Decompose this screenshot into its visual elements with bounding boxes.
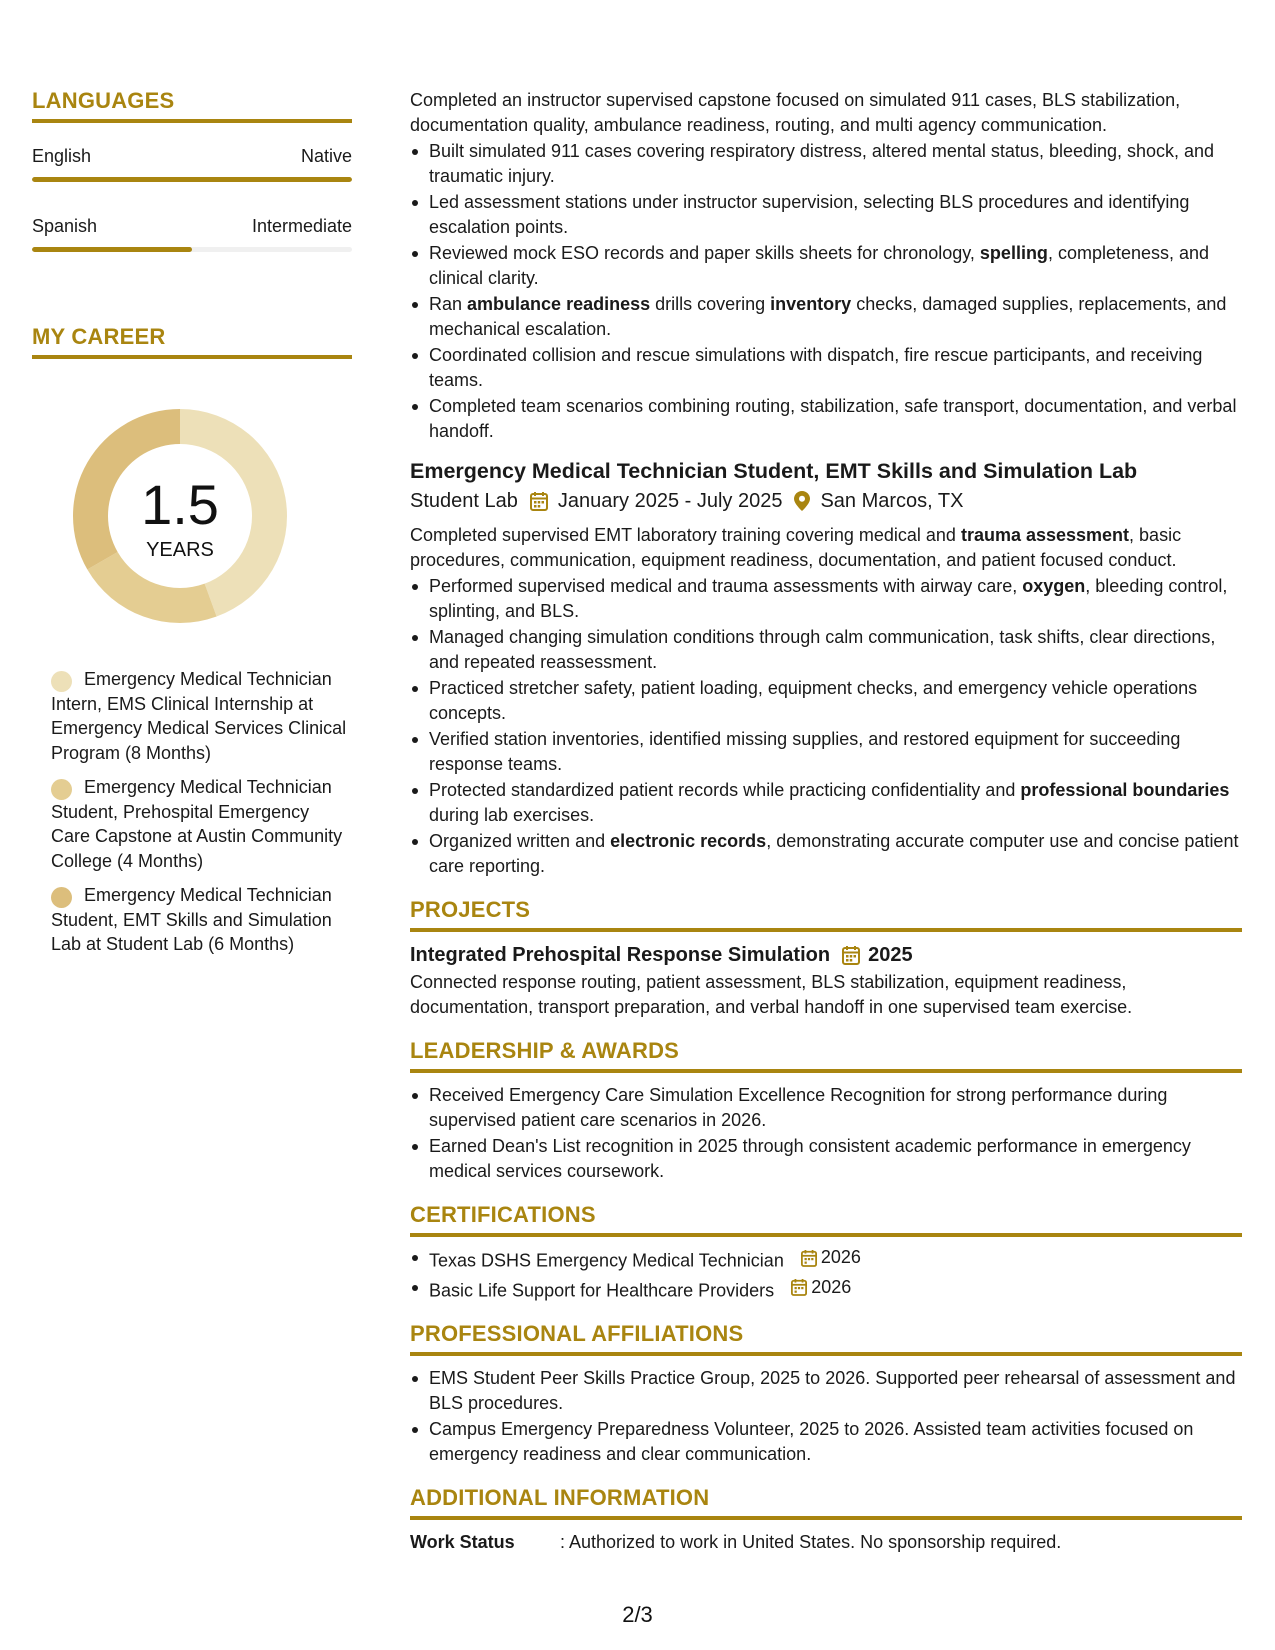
career-legend-item: [51, 667, 352, 765]
language-proficiency-bar: [32, 177, 352, 182]
bullet-item: Organized written and electronic records, demonstrating accurate computer use and concise patient care reporting.: [410, 829, 1242, 879]
location-pin-icon: [794, 491, 810, 511]
certifications-list: [410, 1245, 1242, 1303]
certification-year: 2026: [811, 1276, 852, 1297]
bullet-item: Verified station inventories, identified missing supplies, and restored equipment for succeeding response teams.: [410, 727, 1242, 777]
legend-dot-icon: [51, 887, 72, 908]
career-total: [67, 403, 293, 629]
bullet-item: Completed team scenarios combining routing, stabilization, safe transport, documentation, and verbal handoff.: [410, 394, 1242, 444]
bullet-item: Built simulated 911 cases covering respiratory distress, altered mental status, bleeding, shock, and traumatic injury.: [410, 139, 1242, 189]
project-year: 2025: [868, 944, 913, 966]
bullet-item: Led assessment stations under instructor supervision, selecting BLS procedures and identifying escalation points.: [410, 190, 1242, 240]
section-divider: [32, 355, 352, 359]
legend-dot-icon: [51, 779, 72, 800]
affiliations-section: [410, 1321, 1242, 1467]
certification-item: [410, 1275, 1242, 1304]
language-proficiency-fill: [32, 177, 352, 182]
project-title: [410, 942, 1242, 968]
bullet-item: Protected standardized patient records while practicing confidentiality and professional boundaries during lab exercises.: [410, 778, 1242, 828]
additional-heading: ADDITIONAL INFORMATION: [410, 1485, 710, 1510]
section-divider: [410, 1233, 1242, 1237]
work-status-row: [410, 1530, 1242, 1554]
calendar-icon: [801, 1249, 817, 1267]
projects-section: [410, 897, 1242, 1020]
work-status-label: Work Status: [410, 1532, 515, 1552]
career-legend-label: Emergency Medical Technician Student, Prehospital Emergency Care Capstone at Austin Community College (4 Months): [51, 777, 343, 871]
page-number: 2/3: [622, 1602, 653, 1627]
language-item: [32, 145, 352, 182]
affiliation-item: Campus Emergency Preparedness Volunteer, 2025 to 2026. Assisted team activities focused on emergency readiness and clear communication.: [410, 1417, 1242, 1467]
calendar-icon: [842, 945, 860, 965]
sidebar: [32, 88, 352, 967]
certification-name: Basic Life Support for Healthcare Providers: [429, 1280, 775, 1300]
job-title: Emergency Medical Technician Student, EMT Skills and Simulation Lab: [410, 459, 1138, 483]
section-divider: [410, 1069, 1242, 1073]
bullet-item: Performed supervised medical and trauma assessments with airway care, oxygen, bleeding control, splinting, and BLS.: [410, 574, 1242, 624]
project-description: Connected response routing, patient assessment, BLS stabilization, equipment readiness, documentation, transport preparation, and verbal handoff in one supervised team exercise.: [410, 972, 1133, 1017]
language-level: Native: [300, 146, 352, 166]
language-level: Intermediate: [251, 216, 352, 236]
experience-lab: [410, 457, 1242, 879]
career-total-value: 1.5: [141, 473, 219, 536]
certification-item: [410, 1245, 1242, 1274]
bullet-item: Practiced stretcher safety, patient loading, equipment checks, and emergency vehicle operations concepts.: [410, 676, 1242, 726]
awards-list: [410, 1083, 1242, 1184]
job-meta: [410, 487, 1242, 515]
legend-dot-icon: [51, 671, 72, 692]
career-legend: [32, 667, 352, 957]
career-legend-label: Emergency Medical Technician Intern, EMS Clinical Internship at Emergency Medical Services Clinical Program (8 Months): [51, 669, 347, 763]
affiliation-item: EMS Student Peer Skills Practice Group, 2025 to 2026. Supported peer rehearsal of assessment and BLS procedures.: [410, 1366, 1242, 1416]
project-name: Integrated Prehospital Response Simulation: [410, 944, 831, 966]
experience-summary: Completed supervised EMT laboratory training covering medical and trauma assessment, basic procedures, communication, equipment readiness, documentation, and patient focused conduct.: [410, 525, 1182, 570]
award-item: Received Emergency Care Simulation Excellence Recognition for strong performance during supervised patient care scenarios in 2026.: [410, 1083, 1242, 1133]
bullet-item: Coordinated collision and rescue simulations with dispatch, fire rescue participants, and receiving teams.: [410, 343, 1242, 393]
main-content: [410, 88, 1242, 1554]
bullet-item: Reviewed mock ESO records and paper skills sheets for chronology, spelling, completeness, and clinical clarity.: [410, 241, 1242, 291]
affiliations-list: [410, 1366, 1242, 1467]
calendar-icon: [791, 1278, 807, 1296]
job-organization: Student Lab: [410, 490, 518, 512]
calendar-icon: [530, 491, 548, 511]
languages-heading: LANGUAGES: [32, 88, 175, 113]
experience-bullets: [410, 574, 1242, 879]
experience-bullets: [410, 139, 1242, 444]
section-divider: [410, 1352, 1242, 1356]
career-legend-item: [51, 775, 352, 873]
certifications-heading: CERTIFICATIONS: [410, 1202, 596, 1227]
language-proficiency-bar: [32, 247, 352, 252]
awards-section: [410, 1038, 1242, 1184]
language-name: Spanish: [32, 216, 98, 236]
certification-year: 2026: [820, 1247, 861, 1267]
career-heading: MY CAREER: [32, 324, 166, 349]
career-legend-label: Emergency Medical Technician Student, EMT Skills and Simulation Lab at Student Lab (6 Months): [51, 885, 332, 954]
career-section: [32, 324, 352, 957]
languages-section: [32, 88, 352, 252]
certifications-section: [410, 1202, 1242, 1303]
career-legend-item: [51, 883, 352, 957]
affiliations-heading: PROFESSIONAL AFFILIATIONS: [410, 1321, 744, 1346]
language-proficiency-fill: [32, 247, 192, 252]
career-donut-chart: [67, 403, 293, 629]
section-divider: [410, 928, 1242, 932]
work-status-value: : Authorized to work in United States. No sponsorship required.: [560, 1532, 1062, 1552]
awards-heading: LEADERSHIP & AWARDS: [410, 1038, 680, 1063]
section-divider: [410, 1516, 1242, 1520]
projects-heading: PROJECTS: [410, 897, 531, 922]
bullet-item: Managed changing simulation conditions through calm communication, task shifts, clear directions, and repeated reassessment.: [410, 625, 1242, 675]
experience-capstone: [410, 88, 1242, 444]
certification-name: Texas DSHS Emergency Medical Technician: [429, 1250, 784, 1271]
additional-section: [410, 1485, 1242, 1554]
job-dates: January 2025 - July 2025: [557, 490, 783, 512]
award-item: Earned Dean's List recognition in 2025 through consistent academic performance in emergency medical services coursework.: [410, 1134, 1242, 1184]
section-divider: [32, 119, 352, 123]
language-item: [32, 215, 352, 252]
bullet-item: Ran ambulance readiness drills covering inventory checks, damaged supplies, replacements, and mechanical escalation.: [410, 292, 1242, 342]
experience-summary: Completed an instructor supervised capstone focused on simulated 911 cases, BLS stabilization, documentation quality, ambulance readiness, routing, and multi agency communication.: [410, 90, 1181, 135]
career-total-unit: YEARS: [146, 539, 214, 561]
job-location: San Marcos, TX: [820, 490, 964, 512]
language-name: English: [32, 146, 92, 166]
